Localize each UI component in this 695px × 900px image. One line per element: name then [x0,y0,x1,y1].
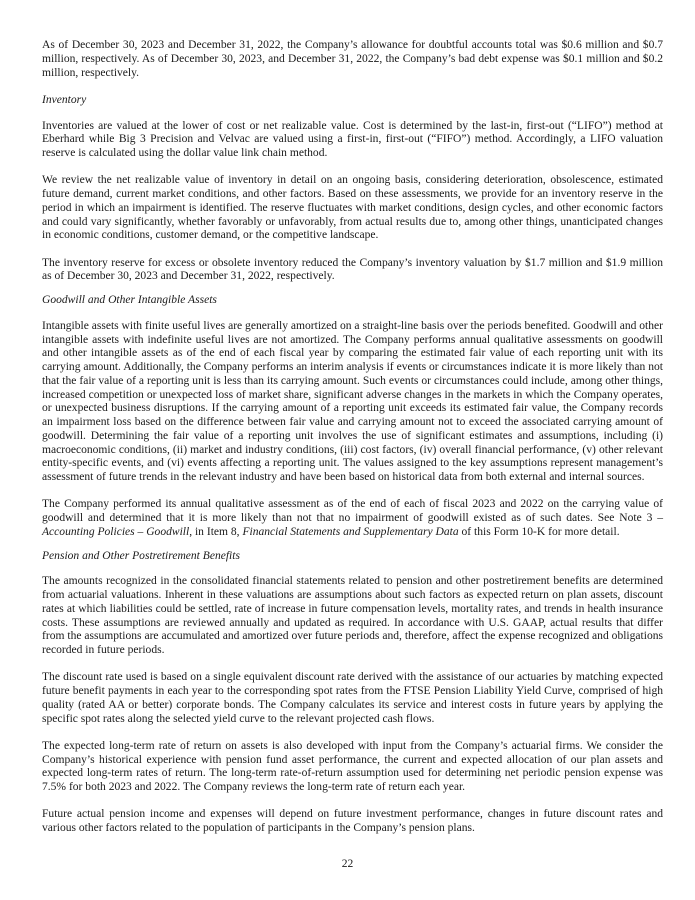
inventory-paragraph-1: Inventories are valued at the lower of cost or net realizable value. Cost is determined by the last-in, first-out (“LIFO”) method at Eberhard while Big 3 Precision and Velvac are valued using a first-in, first-out (“FIFO”) method. Accordingly, a LIFO valuation reserve is calculated using the dollar value link chain method. [42,119,663,159]
inventory-paragraph-3: The inventory reserve for excess or obsolete inventory reduced the Company’s inventory valuation by $1.7 million and $1.9 million as of December 30, 2023 and December 31, 2022, respectively. [42,256,663,283]
goodwill-paragraph-1: Intangible assets with finite useful lives are generally amortized on a straight-line basis over the periods benefited. Goodwill and other intangible assets with indefinite useful lives are not amortized. The Company performs annual qualitative assessments on goodwill and other intangible assets as of the end of each fiscal year by comparing the estimated fair value of each reporting unit with its carrying amount. Additionally, the Company performs an interim analysis if events or circumstances indicate it is more likely than not that the fair value of a reporting unit is less than its carrying amount. Such events or circumstances could include, among other things, increased competition or unexpected loss of market share, significant adverse changes in the markets in which the Company operates, or unexpected business disruptions. If the carrying amount of a reporting unit exceeds its estimated fair value, the Company records an impairment loss based on the difference between fair value and carrying amount not to exceed the associated carrying amount of goodwill. Determining the fair value of a reporting unit involves the use of significant estimates and assumptions, including (i) macroeconomic conditions, (ii) market and industry conditions, (iii) cost factors, (iv) overall financial performance, (v) other relevant entity-specific events, and (vi) events affecting a reporting unit. The values assigned to the key assumptions represent management’s assessment of future trends in the relevant industry and have been based on historical data from both external and internal sources. [42,319,663,483]
goodwill-text-2: , in Item 8, [189,525,243,538]
allowance-paragraph: As of December 30, 2023 and December 31, 2022, the Company’s allowance for doubtful accounts total was $0.6 million and $0.7 million, respectively. As of December 30, 2023, and December 31, 2022, the Company’s bad debt expense was $0.1 million and $0.2 million, respectively. [42,39,663,79]
inventory-heading: Inventory [42,93,87,106]
note-reference: Accounting Policies – Goodwill [42,525,190,538]
inventory-paragraph-2: We review the net realizable value of inventory in detail on an ongoing basis, considering deterioration, obsolescence, estimated future demand, current market conditions, and other factors. Based on these assessments, we provide for an inventory reserve in the period in which an impairment is identified. The reserve fluctuates with market conditions, design cycles, and other economic factors and could vary significantly, whether favorably or unfavorably, from actual results due to, among other things, unanticipated changes in economic conditions, customer demand, or the competitive landscape. [42,174,663,242]
goodwill-text-1: The Company performed its annual qualitative assessment as of the end of each of fiscal 2023 and 2022 on the carrying value of goodwill and determined that it is more likely than not that no impairment of goodwill existed as of such dates. See Note 3 – [42,498,663,524]
goodwill-text-3: of this Form 10-K for more detail. [458,525,620,538]
pension-paragraph-1: The amounts recognized in the consolidated financial statements related to pension and other postretirement benefits are determined from actuarial valuations. Inherent in these valuations are assumptions about such factors as expected return on plan assets, discount rates at which liabilities could be settled, rate of increase in future compensation levels, mortality rates, and trends in health insurance costs. These assumptions are reviewed annually and updated as required. In accordance with U.S. GAAP, actual results that differ from the assumptions are accumulated and amortized over future periods and, therefore, affect the expense recognized and obligations recorded in future periods. [42,575,663,656]
pension-paragraph-2: The discount rate used is based on a single equivalent discount rate derived with the assistance of our actuaries by matching expected future benefit payments in each year to the corresponding spot rates from the FTSE Pension Liability Yield Curve, comprised of high quality (rated AA or better) corporate bonds. The Company calculates its service and interest costs in future years by applying the specific spot rates along the selected yield curve to the relevant projected cash flows. [42,671,663,725]
pension-paragraph-3: The expected long-term rate of return on assets is also developed with input from the Company’s actuarial firms. We consider the Company’s historical experience with pension fund asset performance, the current and expected allocation of our plan assets and expected long-term rates of return. The long-term rate-of-return assumption used for determining net periodic pension expense was 7.5% for both 2023 and 2022. The Company reviews the long-term rate of return each year. [42,739,663,793]
item-reference: Financial Statements and Supplementary Data [242,525,459,538]
goodwill-paragraph-2 [42,498,663,539]
page-number: 22 [341,858,354,870]
goodwill-heading: Goodwill and Other Intangible Assets [42,294,217,306]
pension-heading: Pension and Other Postretirement Benefits [42,549,240,562]
pension-paragraph-4: Future actual pension income and expenses will depend on future investment performance, changes in future discount rates and various other factors related to the population of participants in the Company’s pension plans. [42,808,663,834]
document-page [42,39,663,849]
